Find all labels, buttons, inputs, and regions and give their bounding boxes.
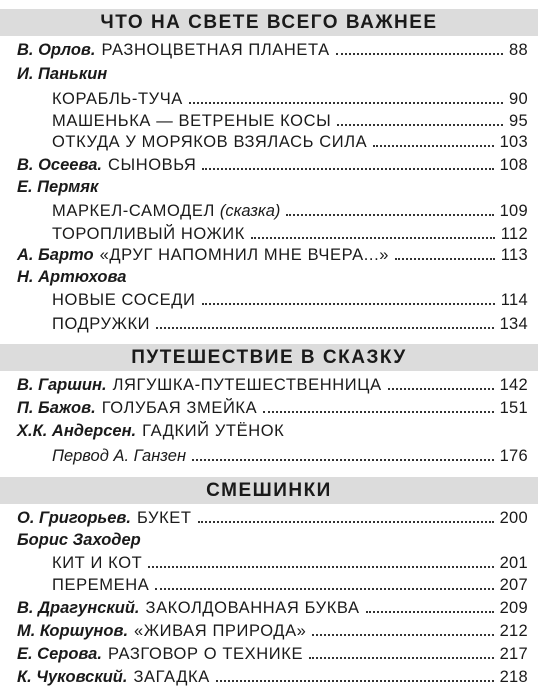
dot-leader <box>395 258 495 260</box>
toc-entry <box>17 62 528 84</box>
entry-title: НОВЫЕ СОСЕДИ <box>52 291 196 309</box>
toc-entry <box>52 222 528 244</box>
entry-page-number: 209 <box>499 599 528 617</box>
entry-title: РАЗНОЦВЕТНАЯ ПЛАНЕТА <box>101 41 330 59</box>
toc-entry <box>52 551 528 573</box>
entry-page-number: 151 <box>499 399 528 417</box>
dot-leader <box>337 124 503 126</box>
entry-title: КОРАБЛЬ-ТУЧА <box>52 90 183 108</box>
entry-author: К. Чуковский. <box>17 668 128 686</box>
dot-leader <box>366 611 494 613</box>
entry-page-number: 142 <box>499 376 528 394</box>
entry-title: «ЖИВАЯ ПРИРОДА» <box>134 622 307 640</box>
toc-entry <box>17 419 528 441</box>
section-heading: СМЕШИНКИ <box>0 477 538 504</box>
entry-author: О. Григорьев. <box>17 509 131 527</box>
entry-page-number: 113 <box>500 246 528 264</box>
toc-entry <box>17 243 528 265</box>
entry-author: В. Гаршин. <box>17 376 107 394</box>
toc-entry <box>17 265 528 287</box>
entry-page-number: 112 <box>500 225 528 243</box>
dot-leader <box>202 303 495 305</box>
toc-entry <box>17 396 528 418</box>
dot-leader <box>148 566 493 568</box>
entry-title: РАЗГОВОР О ТЕХНИКЕ <box>107 645 304 663</box>
dot-leader <box>309 657 494 659</box>
entry-title: ГАДКИЙ УТЁНОК <box>142 422 285 440</box>
entry-page-number: 134 <box>499 315 528 333</box>
toc-entry <box>17 665 528 687</box>
toc-entry <box>52 87 528 109</box>
entry-title: МАШЕНЬКА — ВЕТРЕНЫЕ КОСЫ <box>52 112 332 130</box>
dot-leader <box>189 102 503 104</box>
entry-page-number: 109 <box>499 202 528 220</box>
entry-author: А. Барто <box>17 246 94 264</box>
toc-entry <box>17 596 528 618</box>
dot-leader <box>388 388 494 390</box>
entry-author: М. Коршунов. <box>17 622 129 640</box>
entry-title: «ДРУГ НАПОМНИЛ МНЕ ВЧЕРА...» <box>99 246 390 264</box>
toc-entry <box>52 312 528 334</box>
entry-author: В. Орлов. <box>17 41 96 59</box>
dot-leader <box>373 145 493 147</box>
entry-author: Х.К. Андерсен. <box>17 422 137 440</box>
entry-translator-note: Первод А. Ганзен <box>52 447 187 465</box>
toc-entry <box>52 109 528 131</box>
toc-entry <box>17 642 528 664</box>
toc-entry <box>52 573 528 595</box>
toc-entry <box>17 506 528 528</box>
toc-entry <box>17 175 528 197</box>
dot-leader <box>198 521 494 523</box>
section-heading: ПУТЕШЕСТВИЕ В СКАЗКУ <box>0 344 538 371</box>
entry-page-number: 201 <box>499 554 528 572</box>
toc-entry <box>17 153 528 175</box>
entry-author: В. Драгунский. <box>17 599 140 617</box>
dot-leader <box>216 680 494 682</box>
toc-entry <box>17 38 528 60</box>
entry-title: МАРКЕЛ-САМОДЕЛ <box>52 202 215 220</box>
entry-note: (сказка) <box>219 202 281 220</box>
dot-leader <box>286 214 493 216</box>
entry-author: И. Панькин <box>17 65 108 83</box>
entry-page-number: 218 <box>499 668 528 686</box>
toc-entry <box>52 130 528 152</box>
entry-title: ПЕРЕМЕНА <box>52 576 150 594</box>
dot-leader <box>192 459 494 461</box>
dot-leader <box>156 327 493 329</box>
toc-entry <box>52 444 528 466</box>
entry-author: Борис Заходер <box>17 531 141 549</box>
entry-title: БУКЕТ <box>136 509 192 527</box>
dot-leader <box>312 634 493 636</box>
entry-title: СЫНОВЬЯ <box>107 156 197 174</box>
entry-page-number: 217 <box>499 645 528 663</box>
entry-author: Е. Пермяк <box>17 178 99 196</box>
entry-page-number: 200 <box>499 509 528 527</box>
entry-page-number: 212 <box>499 622 528 640</box>
entry-author: Н. Артюхова <box>17 268 127 286</box>
dot-leader <box>251 237 495 239</box>
toc-entry <box>52 288 528 310</box>
toc-entry <box>17 373 528 395</box>
entry-title: ПОДРУЖКИ <box>52 315 151 333</box>
entry-title: ЛЯГУШКА-ПУТЕШЕСТВЕННИЦА <box>112 376 382 394</box>
entry-author: Е. Серова. <box>17 645 102 663</box>
entry-page-number: 95 <box>509 112 528 130</box>
entry-author: В. Осеева. <box>17 156 102 174</box>
entry-title: ОТКУДА У МОРЯКОВ ВЗЯЛАСЬ СИЛА <box>52 133 368 151</box>
dot-leader <box>336 53 503 55</box>
entry-page-number: 90 <box>509 90 528 108</box>
entry-page-number: 176 <box>499 447 528 465</box>
entry-title: ЗАКОЛДОВАННАЯ БУКВА <box>145 599 360 617</box>
dot-leader <box>202 168 493 170</box>
entry-page-number: 103 <box>499 133 528 151</box>
entry-page-number: 207 <box>499 576 528 594</box>
entry-title: ГОЛУБАЯ ЗМЕЙКА <box>101 399 258 417</box>
dot-leader <box>263 411 493 413</box>
entry-author: П. Бажов. <box>17 399 96 417</box>
dot-leader <box>155 588 493 590</box>
entry-title: КИТ И КОТ <box>52 554 143 572</box>
toc-entry <box>52 199 528 221</box>
section-heading: ЧТО НА СВЕТЕ ВСЕГО ВАЖНЕЕ <box>0 9 538 36</box>
entry-title: ТОРОПЛИВЫЙ НОЖИК <box>52 225 245 243</box>
entry-title: ЗАГАДКА <box>133 668 210 686</box>
entry-page-number: 88 <box>509 41 528 59</box>
toc-entry <box>17 528 528 550</box>
entry-page-number: 108 <box>499 156 528 174</box>
entry-page-number: 114 <box>500 291 528 309</box>
toc-entry <box>17 619 528 641</box>
